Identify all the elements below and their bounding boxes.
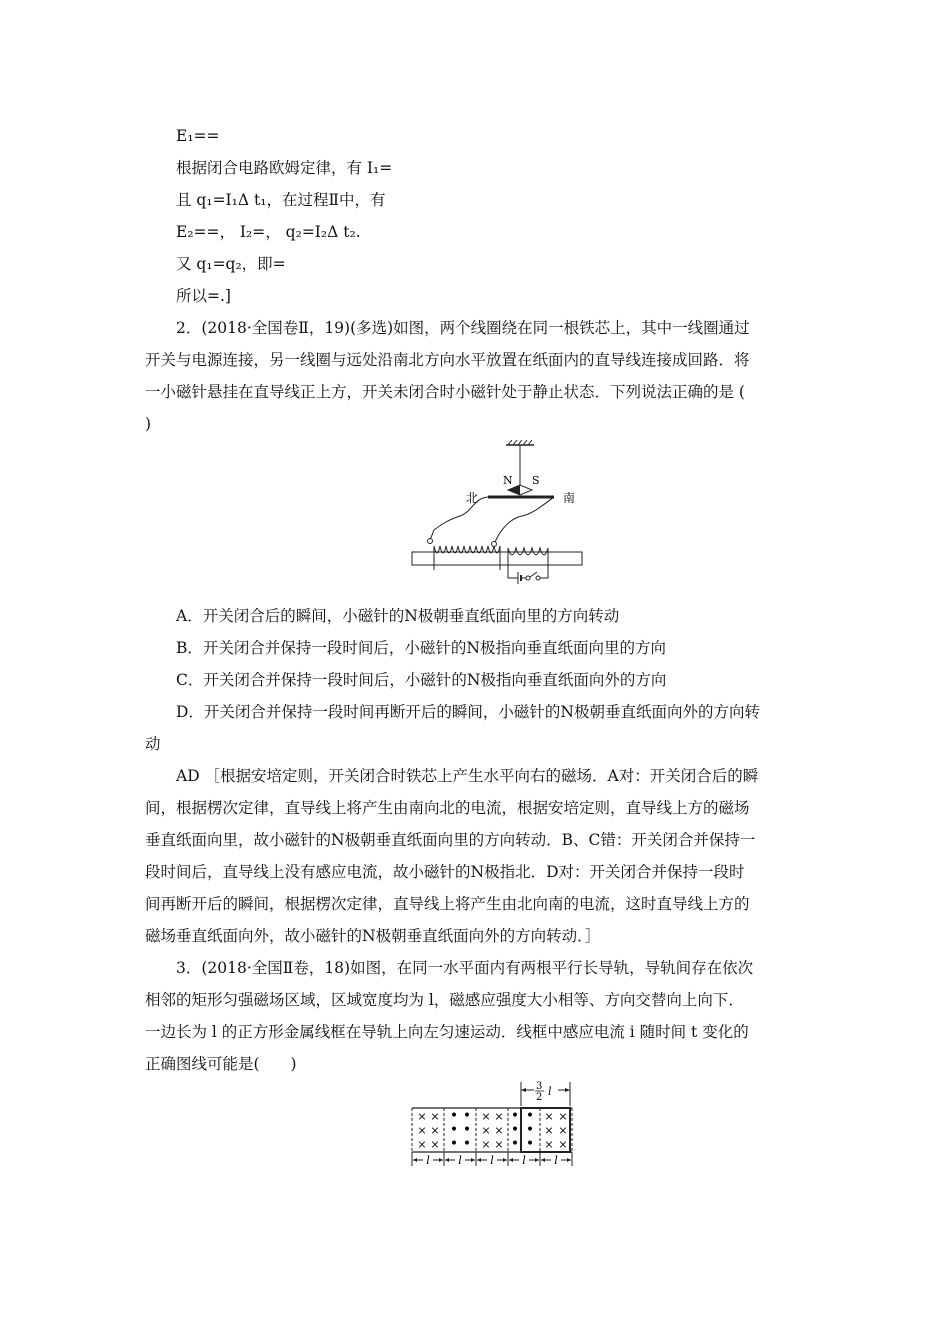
field-dot-symbol: • [510, 1136, 520, 1152]
frac-numerator: 3 [536, 1081, 543, 1092]
width-label: l [458, 1154, 462, 1167]
field-cross-symbol: × [558, 1124, 568, 1137]
width-label: l [522, 1154, 526, 1167]
frac-variable: l [548, 1085, 552, 1098]
field-cross-symbol: × [558, 1110, 568, 1123]
field-cross-symbol: × [417, 1124, 427, 1137]
q2-answer-line-4: 段时间后，直导线上没有感应电流，故小磁针的N极指北．D对：开关闭合并保持一段时 [145, 863, 745, 881]
south-label: 南 [563, 491, 576, 505]
field-cross-symbol: × [544, 1110, 554, 1123]
field-cross-symbol: × [494, 1110, 504, 1123]
field-cross-symbol: × [481, 1124, 491, 1137]
q2-answer-line-2: 间，根据楞次定律，直导线上将产生由南向北的电流，根据安培定则，直导线上方的磁场 [145, 799, 750, 817]
needle-s-label: S [532, 474, 540, 487]
field-cross-symbol: × [494, 1124, 504, 1137]
q2-stem-line-3: 一小磁针悬挂在直导线正上方，开关未闭合时小磁针处于静止状态．下列说法正确的是 ( [145, 383, 745, 401]
q2-option-d-line-1: D．开关闭合并保持一段时间再断开后的瞬间，小磁针的N极朝垂直纸面向外的方向转 [176, 703, 760, 721]
field-cross-symbol: × [417, 1138, 427, 1151]
field-cross-symbol: × [481, 1138, 491, 1151]
field-cross-symbol: × [417, 1110, 427, 1123]
field-dot-symbol: • [462, 1122, 472, 1138]
field-dot-symbol: • [510, 1108, 520, 1124]
q2-option-d-line-2: 动 [145, 735, 161, 753]
field-dot-symbol: • [462, 1108, 472, 1124]
field-dot-symbol: • [525, 1108, 535, 1124]
field-cross-symbol: × [430, 1110, 440, 1123]
field-dot-symbol: • [525, 1136, 535, 1152]
q2-option-a: A．开关闭合后的瞬间，小磁针的N极朝垂直纸面向里的方向转动 [176, 607, 620, 625]
field-dot-symbol: • [525, 1122, 535, 1138]
north-label: 北 [466, 491, 479, 505]
field-dot-symbol: • [510, 1122, 520, 1138]
equation-conclusion: 所以=.] [176, 287, 231, 305]
field-dot-symbol: • [449, 1108, 459, 1124]
equation-e2: E₂==， I₂=， q₂=I₂Δ t₂. [176, 223, 361, 241]
q3-stem-line-3: 一边长为 l 的正方形金属线框在导轨上向左匀速运动．线框中感应电流 i 随时间 t 变化的 [145, 1023, 749, 1041]
q2-answer-line-3: 垂直纸面向里，故小磁针的N极朝垂直纸面向里的方向转动．B、C错：开关闭合并保持一 [145, 831, 756, 849]
field-cross-symbol: × [544, 1138, 554, 1151]
q3-stem-line-4: 正确图线可能是( ) [145, 1055, 297, 1073]
magnetic-field-figure [408, 1080, 578, 1168]
q3-stem-line-2: 相邻的矩形匀强磁场区域，区域宽度均为 l，磁感应强度大小相等、方向交替向上向下． [145, 991, 744, 1009]
field-cross-symbol: × [558, 1138, 568, 1151]
q2-stem-line-1: 2．(2018·全国卷Ⅱ，19)(多选)如图，两个线圈绕在同一根铁芯上，其中一线圈通过 [176, 319, 750, 337]
q2-answer-line-6: 磁场垂直纸面向外，故小磁针的N极朝垂直纸面向外的方向转动．］ [145, 927, 601, 945]
field-dot-symbol: • [449, 1122, 459, 1138]
frac-denominator: 2 [536, 1092, 543, 1103]
width-label: l [490, 1154, 494, 1167]
width-label: l [426, 1154, 430, 1167]
equation-e1: E₁== [176, 127, 220, 145]
equation-eq: 又 q₁=q₂，即= [176, 255, 286, 273]
field-cross-symbol: × [494, 1138, 504, 1151]
equation-ohm: 根据闭合电路欧姆定律，有 I₁= [176, 159, 393, 177]
q2-option-b: B．开关闭合并保持一段时间后，小磁针的N极指向垂直纸面向里的方向 [176, 639, 666, 657]
field-dot-symbol: • [449, 1136, 459, 1152]
q2-answer-line-5: 间再断开后的瞬间，根据楞次定律，直导线上将产生由北向南的电流，这时直导线上方的 [145, 895, 750, 913]
equation-q1: 且 q₁=I₁Δ t₁，在过程Ⅱ中，有 [176, 191, 386, 209]
q2-stem-line-2: 开关与电源连接，另一线圈与远处沿南北方向水平放置在纸面内的直导线连接成回路．将 [145, 351, 750, 369]
field-cross-symbol: × [430, 1138, 440, 1151]
field-dot-symbol: • [462, 1136, 472, 1152]
q3-stem-line-1: 3．(2018·全国Ⅱ卷，18)如图，在同一水平面内有两根平行长导轨，导轨间存在依次 [176, 959, 754, 977]
needle-n-label: N [503, 474, 513, 487]
q2-answer-line-1: AD ［根据安培定则，开关闭合时铁芯上产生水平向右的磁场．A对：开关闭合后的瞬 [176, 767, 759, 785]
field-cross-symbol: × [430, 1124, 440, 1137]
field-cross-symbol: × [481, 1110, 491, 1123]
q2-stem-line-4: ) [145, 415, 152, 433]
coil-compass-figure [408, 440, 588, 592]
field-cross-symbol: × [544, 1124, 554, 1137]
q2-option-c: C．开关闭合并保持一段时间后，小磁针的N极指向垂直纸面向外的方向 [176, 671, 667, 689]
width-label: l [554, 1154, 558, 1167]
